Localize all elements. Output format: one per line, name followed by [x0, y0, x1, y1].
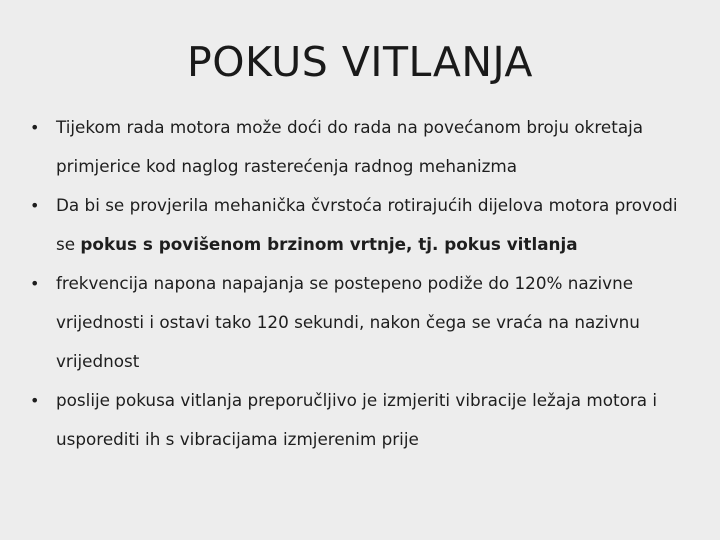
bullet-item-4 [0, 381, 720, 459]
bullet-text: frekvencija napona napajanja se postepeno podiže do 120% nazivne vrijednosti i ostavi tako 120 sekundi, nakon čega se vraća na nazivnu vrijednost [56, 273, 640, 371]
bullet-list [0, 108, 720, 459]
bullet-text: Tijekom rada motora može doći do rada na povećanom broju okretaja primjerice kod naglog rasterećenja radnog mehanizma [56, 117, 644, 176]
bullet-text: Da bi se provjerila mehanička čvrstoća rotirajućih dijelova motora provodi se [56, 195, 678, 254]
slide-title: POKUS VITLANJA [187, 38, 533, 86]
bullet-item-2 [0, 186, 720, 264]
bullet-item-3 [0, 264, 720, 381]
bullet-item-1 [0, 108, 720, 186]
bullet-icon: • [30, 391, 40, 410]
bullet-text: poslije pokusa vitlanja preporučljivo je izmjeriti vibracije ležaja motora i usporediti ih s vibracijama izmjerenim prije [56, 390, 658, 449]
bullet-bold-text: pokus s povišenom brzinom vrtnje, tj. pokus vitlanja [80, 234, 578, 254]
bullet-icon: • [30, 196, 40, 215]
bullet-icon: • [30, 274, 40, 293]
bullet-icon: • [30, 118, 40, 137]
